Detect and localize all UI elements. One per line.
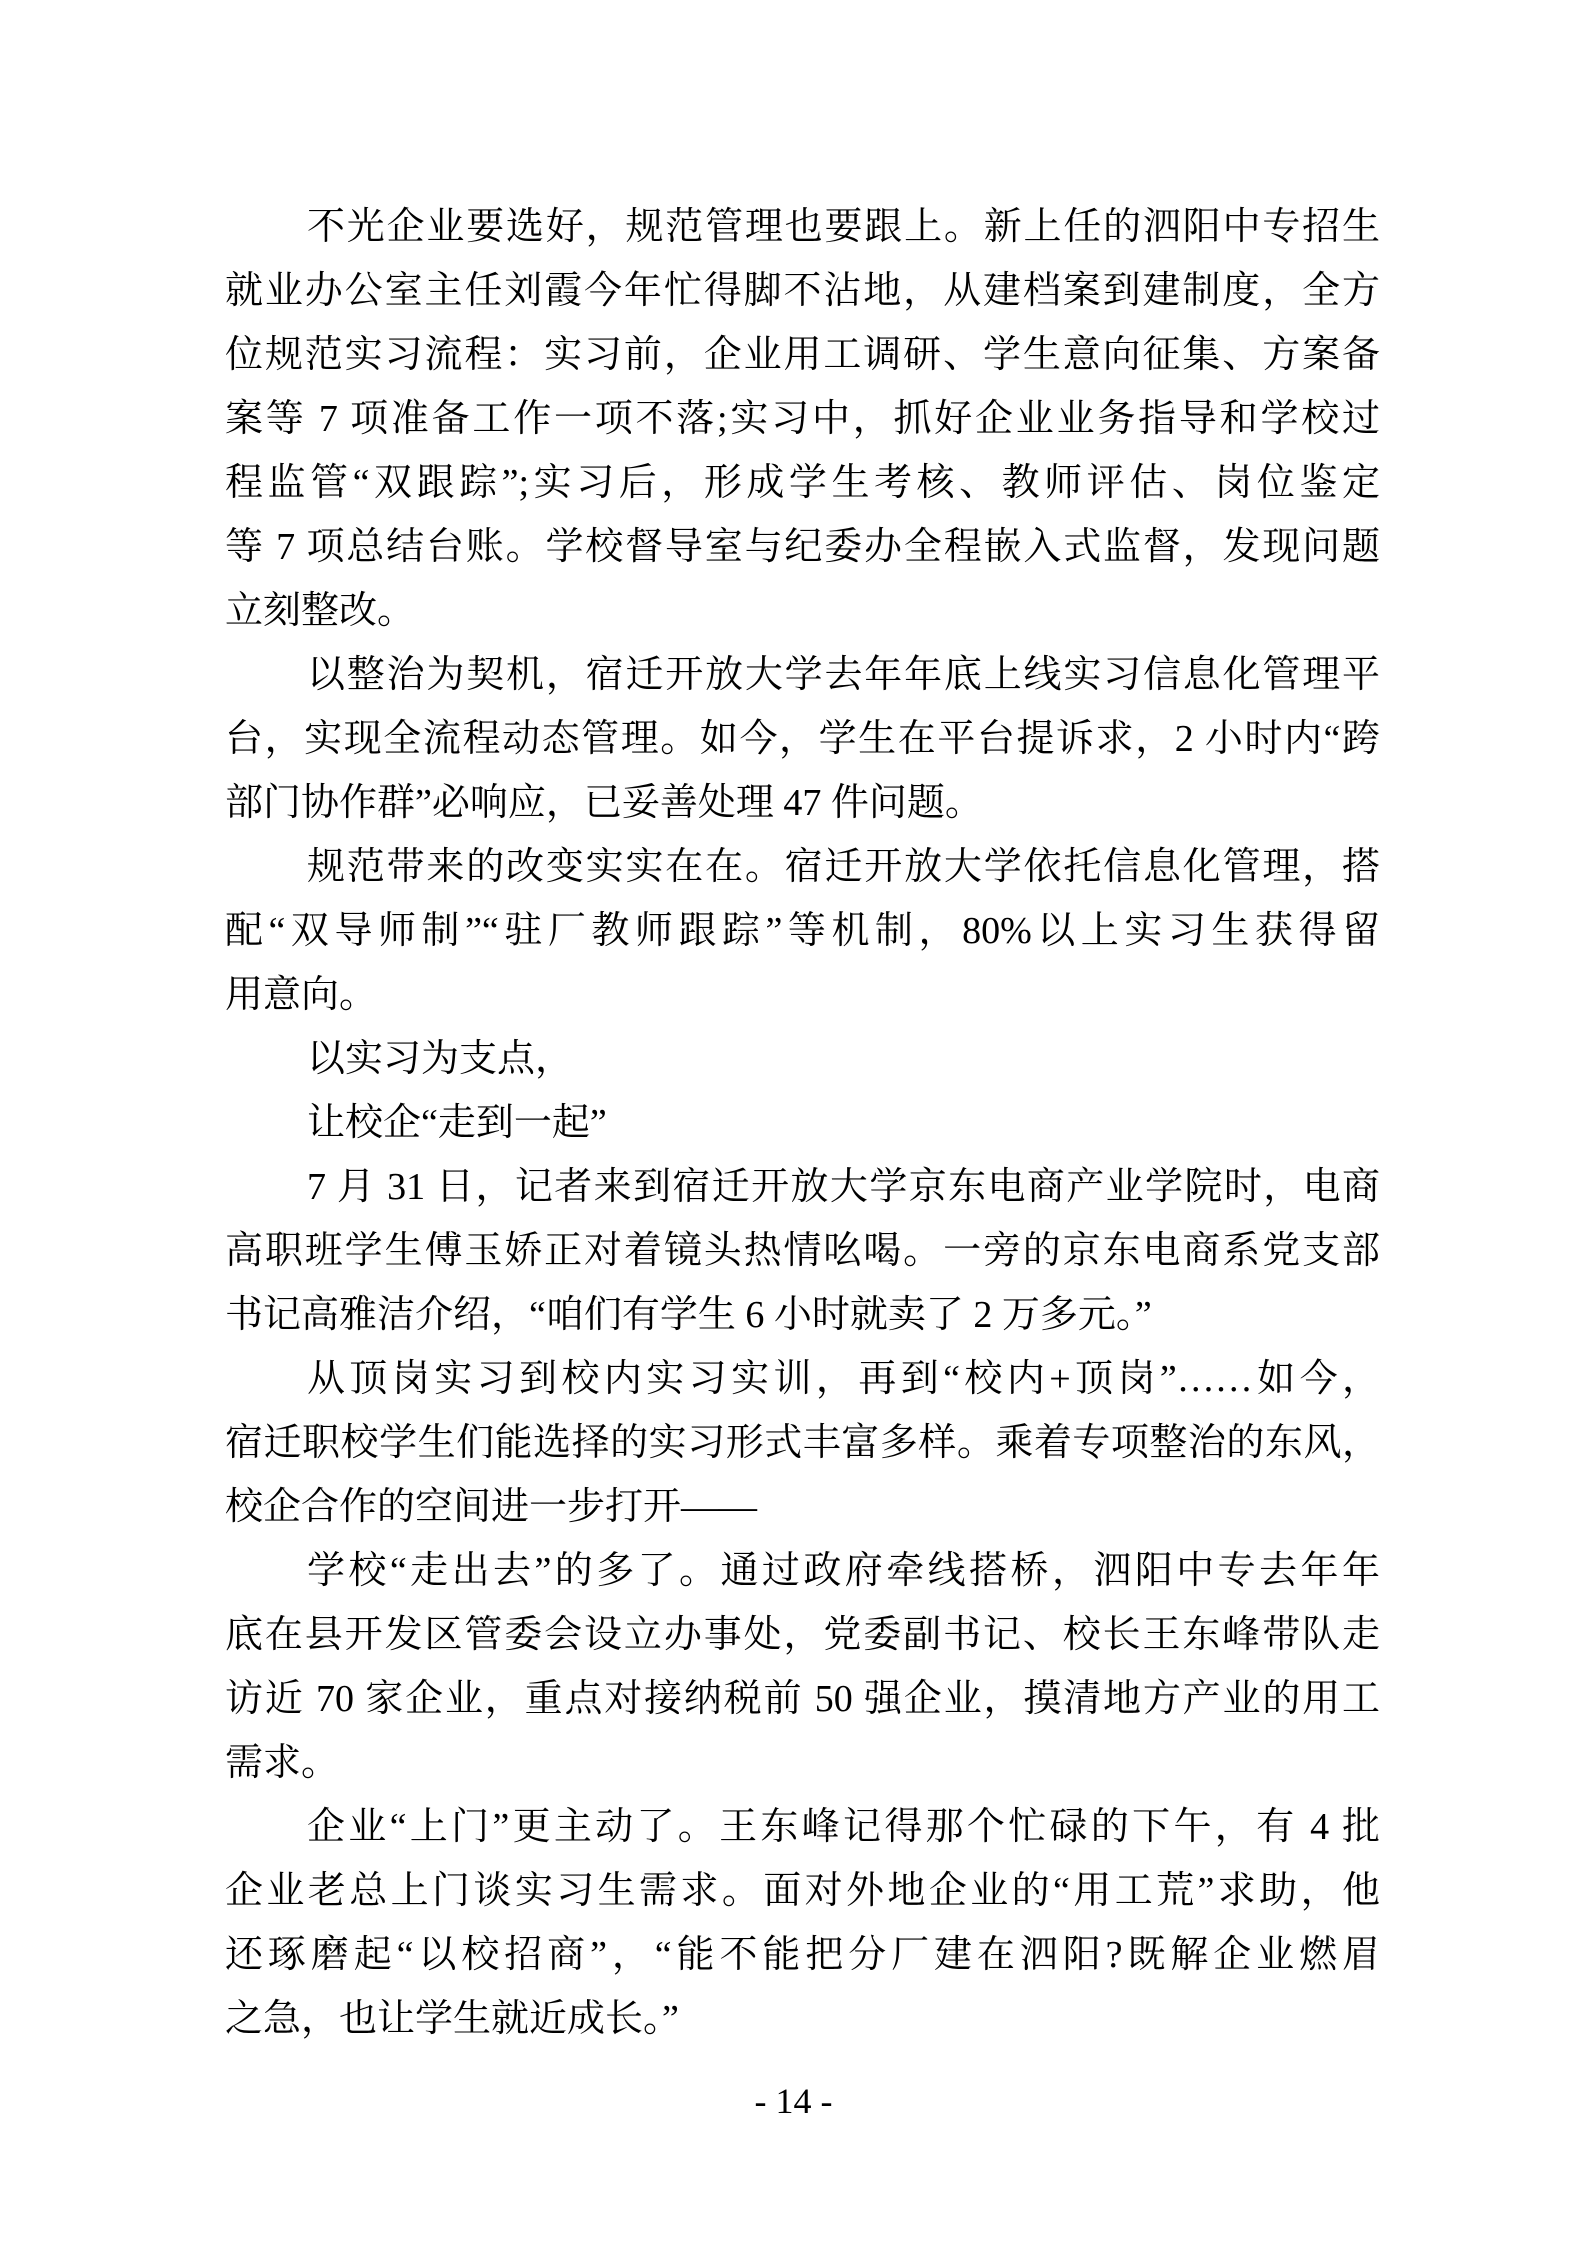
text-line: 之急，也让学生就近成长。” <box>225 1998 679 2040</box>
text-line: 不光企业要选好，规范管理也要跟上。新上任的泗阳中专招生 <box>307 206 1380 248</box>
text-line: 校企合作的空间进一步打开—— <box>225 1486 758 1528</box>
text-line: 需求。 <box>225 1742 340 1784</box>
text-column <box>225 195 1380 2051</box>
text-line: 台，实现全流程动态管理。如今，学生在平台提诉求，2 小时内“跨 <box>225 718 1380 760</box>
text-line: 从顶岗实习到校内实习实训，再到“校内+顶岗”……如今， <box>307 1358 1380 1400</box>
text-line: 以整治为契机，宿迁开放大学去年年底上线实习信息化管理平 <box>307 654 1380 696</box>
text-line: 让校企“走到一起” <box>307 1102 607 1144</box>
text-line: 访近 70 家企业，重点对接纳税前 50 强企业，摸清地方产业的用工 <box>225 1678 1380 1720</box>
text-line: 配“双导师制”“驻厂教师跟踪”等机制，80%以上实习生获得留 <box>225 910 1380 952</box>
text-line: 底在县开发区管委会设立办事处，党委副书记、校长王东峰带队走 <box>225 1614 1380 1656</box>
text-line: 立刻整改。 <box>225 590 416 632</box>
text-line: 就业办公室主任刘霞今年忙得脚不沾地，从建档案到建制度，全方 <box>225 270 1380 312</box>
text-line: 书记高雅洁介绍，“咱们有学生 6 小时就卖了 2 万多元。” <box>225 1294 1152 1336</box>
text-line: 企业老总上门谈实习生需求。面对外地企业的“用工荒”求助，他 <box>225 1870 1380 1912</box>
text-line: 等 7 项总结台账。学校督导室与纪委办全程嵌入式监督，发现问题 <box>225 526 1380 568</box>
text-line: 位规范实习流程：实习前，企业用工调研、学生意向征集、方案备 <box>225 334 1380 376</box>
text-line: 程监管“双跟踪”;实习后，形成学生考核、教师评估、岗位鉴定 <box>225 462 1380 504</box>
text-line: 高职班学生傅玉娇正对着镜头热情吆喝。一旁的京东电商系党支部 <box>225 1230 1380 1272</box>
text-line: 案等 7 项准备工作一项不落;实习中，抓好企业业务指导和学校过 <box>225 398 1380 440</box>
text-line: 7 月 31 日，记者来到宿迁开放大学京东电商产业学院时，电商 <box>307 1166 1380 1208</box>
text-line: 学校“走出去”的多了。通过政府牵线搭桥，泗阳中专去年年 <box>307 1550 1380 1592</box>
page-number-footer: - 14 - <box>754 2081 833 2121</box>
text-line: 规范带来的改变实实在在。宿迁开放大学依托信息化管理，搭 <box>307 846 1380 888</box>
text-line: 部门协作群”必响应，已妥善处理 47 件问题。 <box>225 782 983 824</box>
text-line: 用意向。 <box>225 974 378 1016</box>
text-line: 以实习为支点， <box>307 1038 574 1080</box>
text-line: 还琢磨起“以校招商”，“能不能把分厂建在泗阳?既解企业燃眉 <box>225 1934 1380 1976</box>
text-line: 企业“上门”更主动了。王东峰记得那个忙碌的下午，有 4 批 <box>307 1806 1380 1848</box>
text-line: 宿迁职校学生们能选择的实习形式丰富多样。乘着专项整治的东风， <box>225 1422 1380 1464</box>
